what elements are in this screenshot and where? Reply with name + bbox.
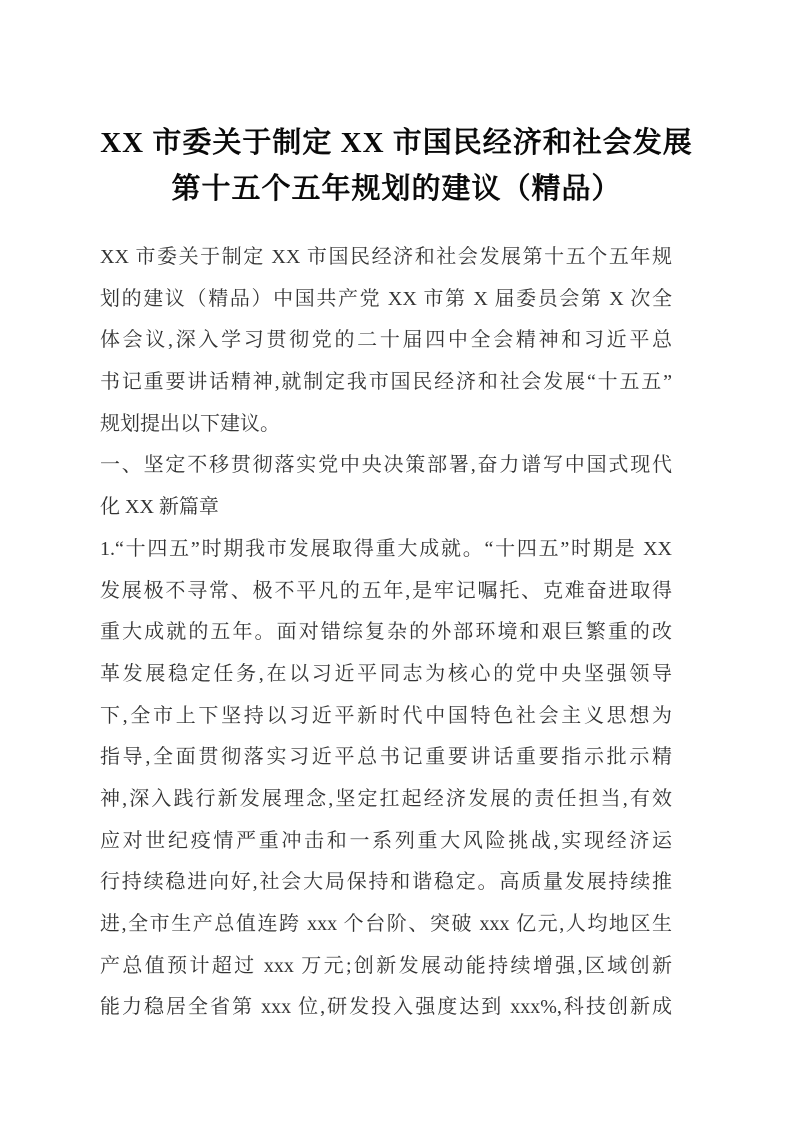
body-line: XX 市委关于制定 XX 市国民经济和社会发展第十五个五年规	[100, 246, 672, 268]
body-line: 神,深入践行新发展理念,坚定扛起经济发展的责任担当,有效	[100, 787, 672, 810]
body-line: 体会议,深入学习贯彻党的二十届四中全会精神和习近平总	[100, 329, 672, 352]
section-heading-line-end: 化 XX 新篇章	[100, 496, 219, 519]
body-line: 发展极不寻常、极不平凡的五年,是牢记嘱托、克难奋进取得	[100, 579, 672, 602]
body-line: 革发展稳定任务,在以习近平同志为核心的党中央坚强领导	[100, 662, 672, 685]
body-line: 下,全市上下坚持以习近平新时代中国特色社会主义思想为	[100, 704, 672, 727]
body-line: 1.“十四五”时期我市发展取得重大成就。“十四五”时期是 XX	[100, 537, 672, 560]
body-line: 划的建议（精品）中国共产党 XX 市第 X 届委员会第 X 次全	[100, 287, 672, 310]
body-line: 进,全市生产总值连跨 xxx 个台阶、突破 xxx 亿元,人均地区生	[100, 913, 672, 935]
body-line: 产总值预计超过 xxx 万元;创新发展动能持续增强,区域创新	[100, 954, 672, 977]
document-title	[0, 120, 793, 212]
document-body	[100, 237, 672, 1029]
body-line: 行持续稳进向好,社会大局保持和谐稳定。高质量发展持续推	[100, 871, 672, 894]
document-title-line-2: 第十五个五年规划的建议（精品）	[171, 173, 622, 205]
document-title-line-1: XX 市委关于制定 XX 市国民经济和社会发展	[100, 127, 693, 159]
body-line: 应对世纪疫情严重冲击和一系列重大风险挑战,实现经济运	[100, 829, 672, 852]
body-line: 指导,全面贯彻落实习近平总书记重要讲话重要指示批示精	[100, 746, 672, 769]
body-line-paragraph-end: 规划提出以下建议。	[100, 412, 280, 435]
section-heading-line: 一、坚定不移贯彻落实党中央决策部署,奋力谱写中国式现代	[100, 454, 672, 477]
body-line: 重大成就的五年。面对错综复杂的外部环境和艰巨繁重的改	[100, 621, 672, 644]
body-line: 书记重要讲话精神,就制定我市国民经济和社会发展“十五五”	[100, 371, 672, 394]
body-line: 能力稳居全省第 xxx 位,研发投入强度达到 xxx%,科技创新成	[100, 996, 672, 1019]
